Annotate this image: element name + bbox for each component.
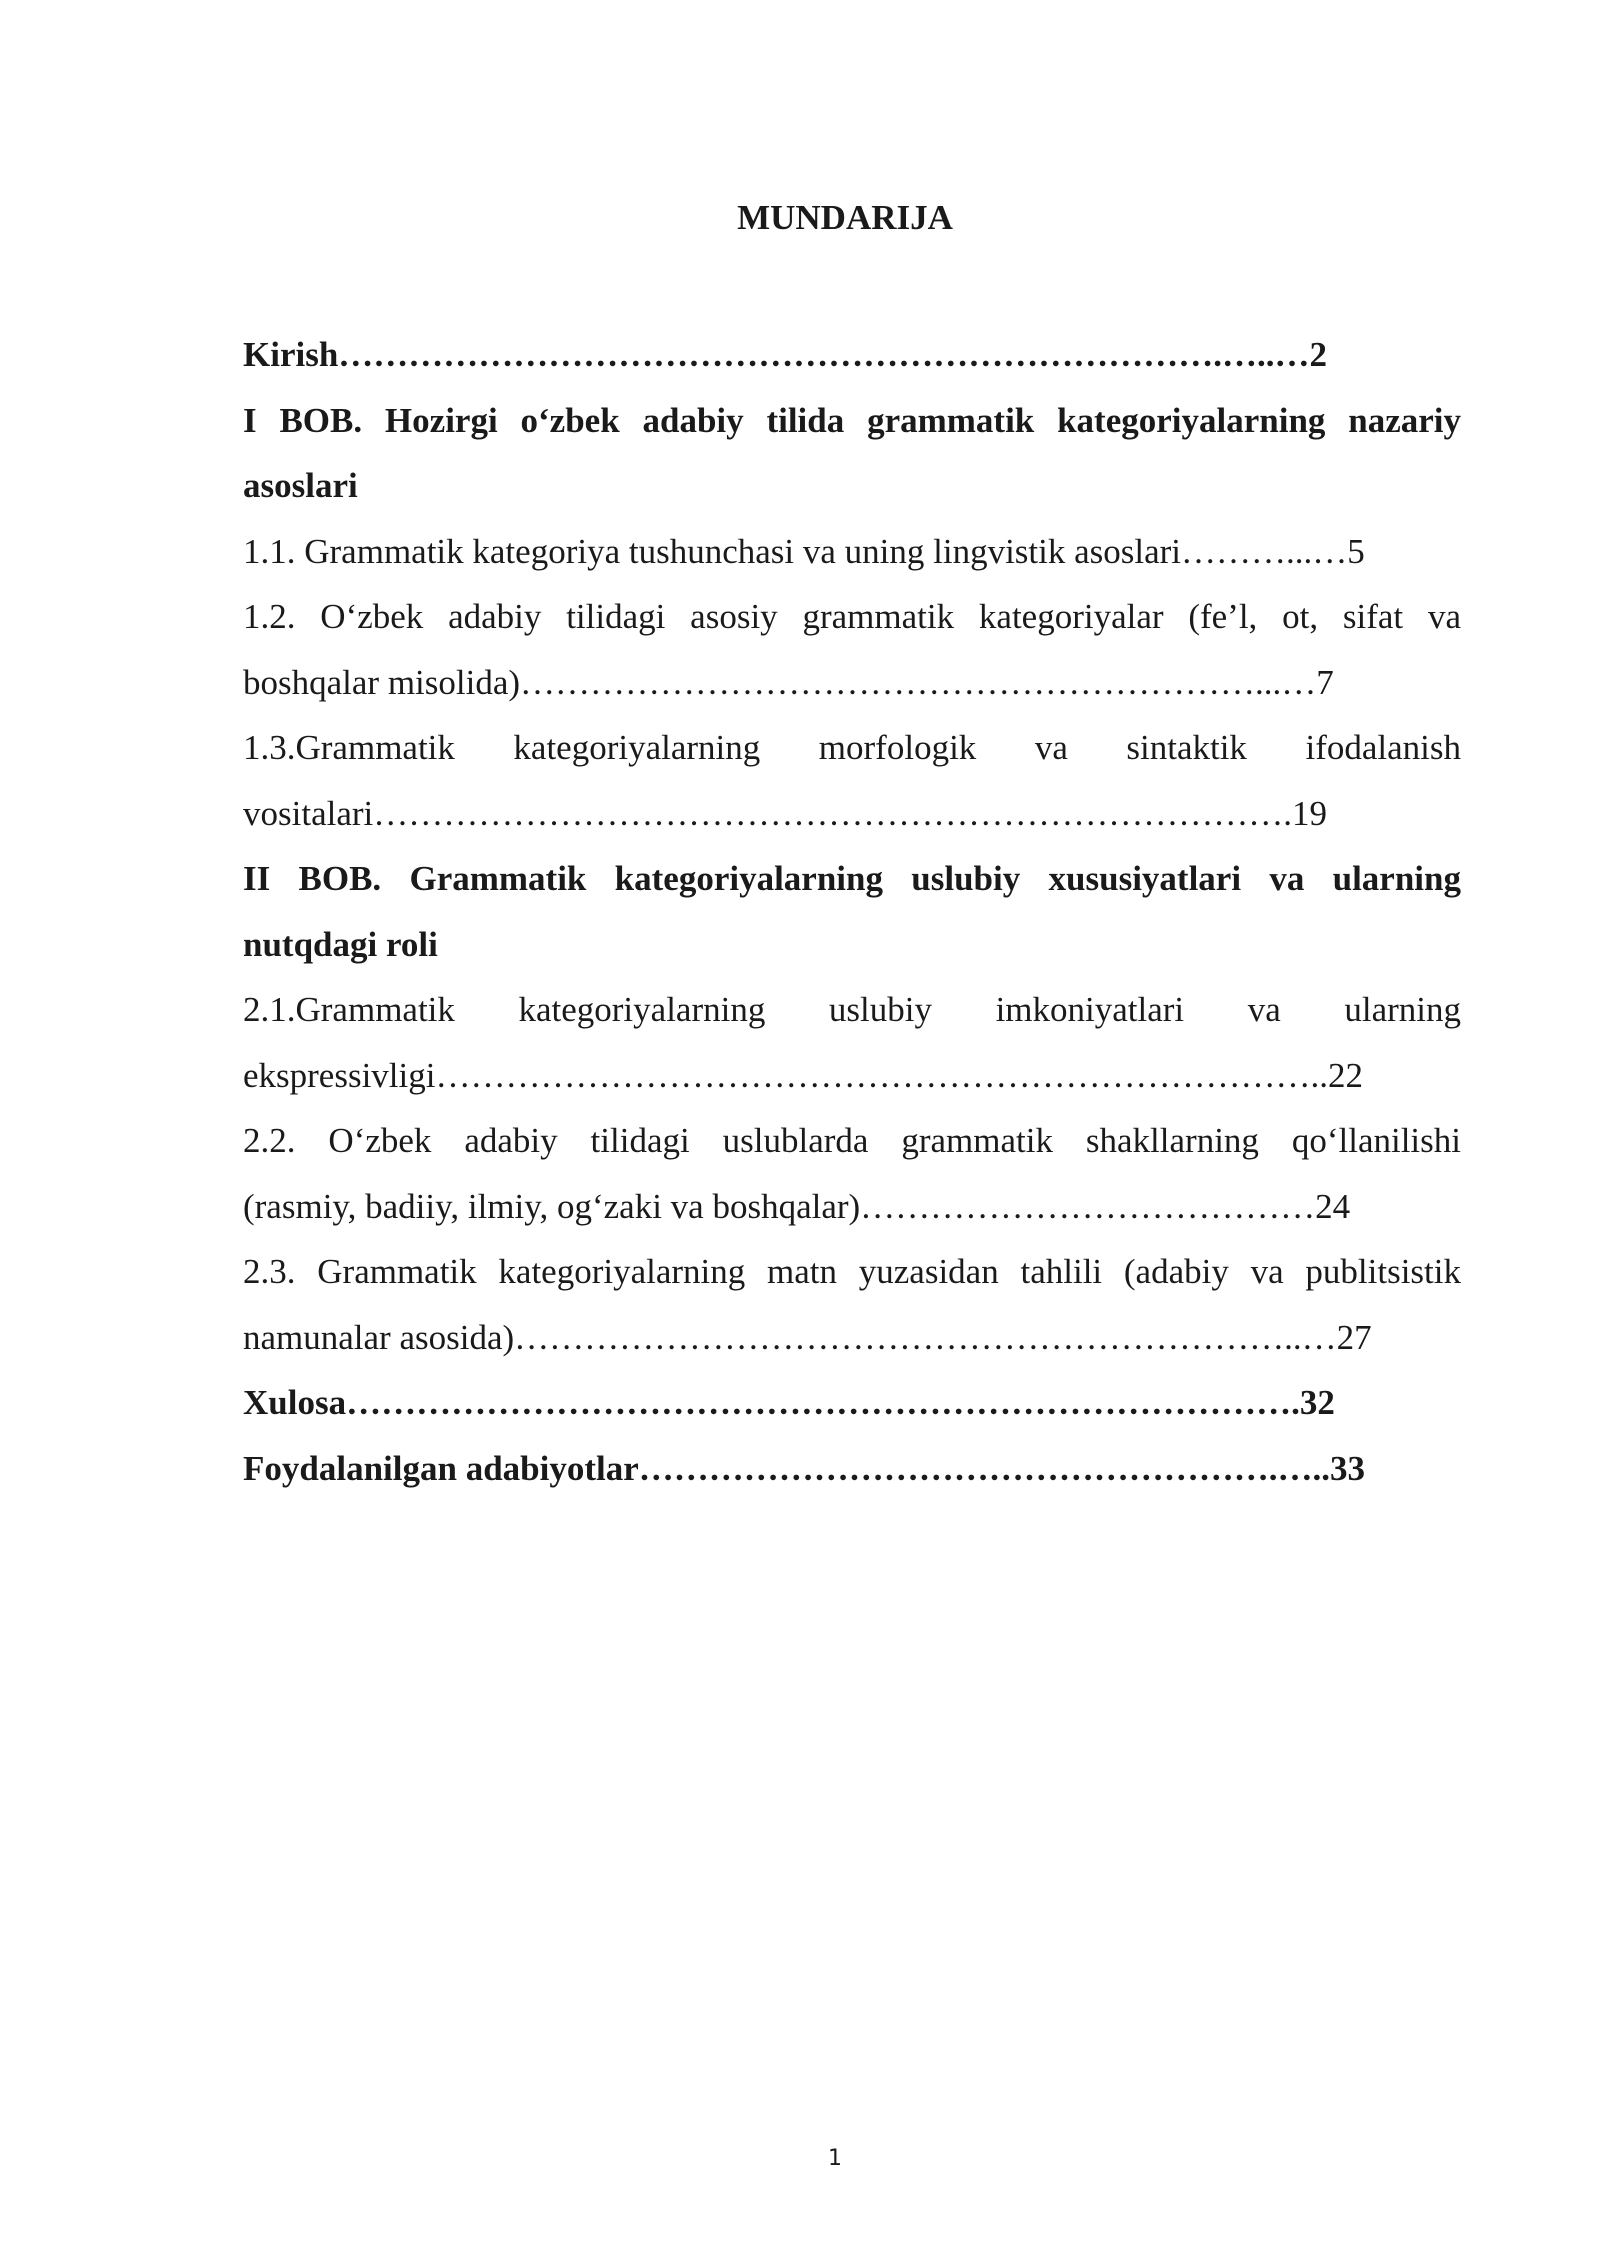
table-of-contents [243,322,1461,1501]
toc-line: 1.2. O‘zbek adabiy tilidagi asosiy grammatik kategoriyalar (fe’l, ot, sifat va [243,597,1461,636]
toc-line: Xulosa……………………………………………………………………….32 [243,1383,1335,1422]
page-number: 1 [828,2146,842,2171]
toc-line: 2.3. Grammatik kategoriyalarning matn yuzasidan tahlili (adabiy va publitsistik [243,1252,1461,1291]
toc-line: 1.3.Grammatik kategoriyalarning morfologik va sintaktik ifodalanish [243,728,1461,767]
toc-line: I BOB. Hozirgi o‘zbek adabiy tilida grammatik kategoriyalarning nazariy [243,400,1461,440]
toc-line: asoslari [243,466,358,505]
toc-line: 2.1.Grammatik kategoriyalarning uslubiy imkoniyatlari va ularning [243,990,1461,1029]
toc-line: nutqdagi roli [243,924,438,964]
toc-line: boshqalar misolida)………………………………………………………...…7 [243,662,1334,702]
toc-line: (rasmiy, badiiy, ilmiy, og‘zaki va boshqalar)…………………………………24 [243,1186,1351,1226]
toc-line: ekspressivligi…………………………………………………………………..22 [243,1055,1363,1095]
toc-line: namunalar asosida)…………………………………………………………..…27 [243,1317,1372,1357]
toc-line: Foydalanilgan adabiyotlar……………………………………………….…..33 [243,1448,1366,1488]
toc-line: vositalari…………………………………………………………………….19 [243,793,1327,833]
page-title: MUNDARIJA [737,198,953,237]
toc-line: 1.1. Grammatik kategoriya tushunchasi va uning lingvistik asoslari………...…5 [243,531,1365,571]
toc-line: 2.2. O‘zbek adabiy tilidagi uslublarda grammatik shakllarning qo‘llanilishi [243,1121,1461,1160]
toc-line: Kirish………………………………………………………………….…..…2 [243,335,1328,374]
toc-line: II BOB. Grammatik kategoriyalarning uslubiy xususiyatlari va ularning [243,859,1461,898]
